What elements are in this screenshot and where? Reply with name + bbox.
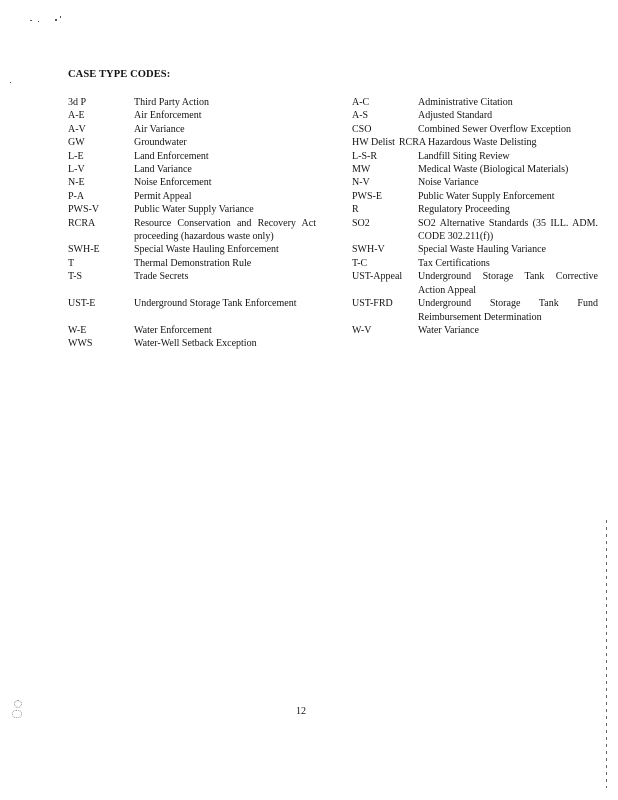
code-entry: [352, 270, 598, 297]
case-description: Landfill Siting Review: [418, 150, 510, 162]
case-description: Land Variance: [134, 164, 192, 176]
scan-speck: [14, 700, 22, 708]
case-code: L-E: [68, 150, 84, 162]
case-code: PWS-V: [68, 204, 100, 216]
left-code-column: [68, 96, 320, 351]
code-entry: [352, 190, 598, 203]
code-entry: [68, 243, 320, 256]
margin-scan-line: [606, 520, 607, 788]
case-code: 3d P: [68, 97, 87, 108]
case-description: Air Variance: [134, 123, 185, 135]
case-description: Underground Storage Tank Corrective Action Appeal: [418, 271, 598, 296]
case-description: Resource Conservation and Recovery Act proceeding (hazardous waste only): [134, 217, 316, 243]
code-entry: [68, 136, 320, 149]
case-description: Special Waste Hauling Variance: [418, 244, 546, 256]
case-code: L-S-R: [352, 150, 377, 162]
page-heading: CASE TYPE CODES:: [68, 69, 171, 80]
case-description: Combined Sewer Overflow Exception: [418, 123, 572, 135]
case-code: A-S: [352, 110, 369, 122]
case-description: Underground Storage Tank Enforcement: [134, 298, 297, 310]
case-code: N-V: [352, 177, 370, 189]
case-code: SWH-E: [68, 244, 100, 256]
code-entry: [352, 297, 598, 324]
scan-speck: [12, 710, 22, 718]
code-entry: [68, 257, 320, 270]
code-entry: [352, 150, 598, 163]
scan-speck: [60, 16, 61, 18]
code-entry: [68, 270, 320, 283]
case-code: UST-Appeal: [352, 271, 403, 283]
case-description: Adjusted Standard: [418, 110, 493, 122]
code-entry: [68, 176, 320, 189]
case-code: R: [352, 204, 359, 216]
case-code: P-A: [68, 190, 85, 202]
scan-speck: [30, 20, 32, 21]
case-code: A-V: [68, 123, 86, 135]
code-entry: [68, 297, 320, 310]
case-description: Permit Appeal: [134, 190, 192, 202]
case-description: Noise Variance: [418, 177, 479, 189]
case-code: T: [68, 257, 75, 269]
case-code: L-V: [68, 164, 85, 176]
case-code: MW: [352, 164, 371, 176]
case-code: CSO: [352, 123, 372, 135]
code-entry: [68, 123, 320, 136]
case-code: N-E: [68, 177, 85, 189]
code-entry: [352, 123, 598, 136]
code-entry: [352, 324, 598, 337]
code-entry: [68, 190, 320, 203]
case-code: UST-E: [68, 298, 96, 310]
case-description: Water-Well Setback Exception: [134, 338, 257, 350]
case-description: Air Enforcement: [134, 110, 202, 122]
case-code: RCRA: [68, 217, 96, 229]
code-entry: [68, 150, 320, 163]
scan-speck: [55, 19, 57, 21]
case-description: Underground Storage Tank Fund Reimbursement Determination: [418, 298, 598, 323]
case-code: T-C: [352, 257, 368, 269]
page-number: 12: [296, 706, 306, 717]
code-entry: [352, 203, 598, 216]
case-description: Regulatory Proceeding: [418, 204, 510, 216]
code-entry: [352, 163, 598, 176]
case-code: W-V: [352, 324, 372, 336]
case-code: SWH-V: [352, 244, 385, 256]
case-code: PWS-E: [352, 190, 382, 202]
case-description: Trade Secrets: [134, 271, 189, 283]
case-code: T-S: [68, 271, 83, 283]
case-code: A-E: [68, 110, 85, 122]
code-entry: [68, 109, 320, 122]
case-description: Medical Waste (Biological Materials): [418, 164, 569, 176]
code-entry: [68, 163, 320, 176]
code-entry: [352, 109, 598, 122]
case-description: Third Party Action: [134, 97, 209, 108]
scan-speck: [10, 82, 11, 83]
code-entry: [352, 257, 598, 270]
case-description: RCRA Hazardous Waste Delisting: [398, 137, 537, 149]
case-code: W-E: [68, 324, 87, 336]
case-code: WWS: [68, 338, 93, 350]
case-description: Water Variance: [418, 324, 479, 336]
case-code: HW Delist: [352, 137, 395, 149]
case-description: Public Water Supply Enforcement: [418, 190, 555, 202]
case-description: SO2 Alternative Standards (35 ILL. ADM. CODE 302.211(f)): [418, 217, 598, 243]
case-description: Public Water Supply Variance: [134, 204, 254, 216]
code-entry: [68, 337, 320, 350]
case-description: Thermal Demonstration Rule: [134, 257, 252, 269]
code-entry: [68, 324, 320, 337]
code-entry: [352, 243, 598, 256]
case-code: A-C: [352, 97, 370, 108]
right-code-column: [352, 96, 598, 337]
case-description: Water Enforcement: [134, 324, 212, 336]
code-entry: [68, 203, 320, 216]
code-entry: [352, 96, 598, 109]
case-description: Tax Certifications: [418, 257, 490, 269]
case-description: Land Enforcement: [134, 150, 209, 162]
case-code: GW: [68, 137, 85, 149]
case-description: Administrative Citation: [418, 97, 513, 108]
case-code: SO2: [352, 217, 370, 229]
code-entry: [352, 136, 598, 149]
case-description: Noise Enforcement: [134, 177, 212, 189]
code-entry: [68, 217, 320, 244]
code-entry: [352, 217, 598, 244]
scan-speck: [38, 21, 39, 22]
case-description: Groundwater: [134, 137, 187, 149]
code-entry: [68, 96, 320, 109]
case-code: UST-FRD: [352, 298, 393, 310]
case-description: Special Waste Hauling Enforcement: [134, 244, 279, 256]
code-entry: [352, 176, 598, 189]
